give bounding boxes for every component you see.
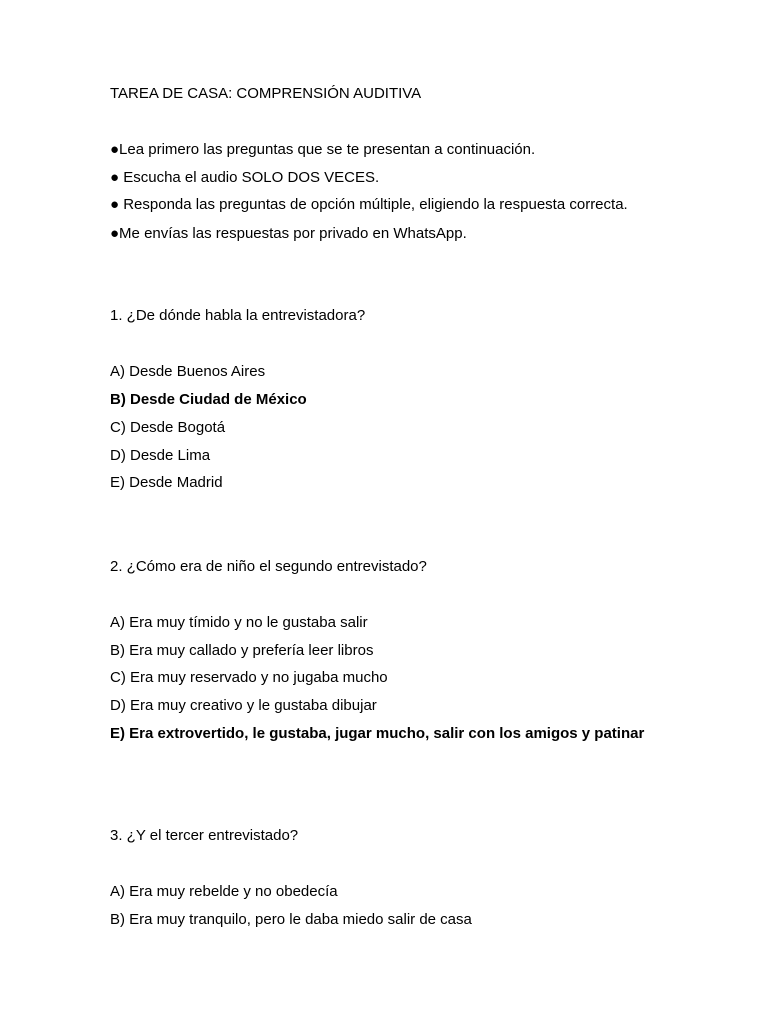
question-1-option-b-answer: B) Desde Ciudad de México <box>110 391 307 408</box>
question-3-text: 3. ¿Y el tercer entrevistado? <box>110 827 299 844</box>
question-3-option-b: B) Era muy tranquilo, pero le daba miedo salir de casa <box>110 911 472 928</box>
instruction-item: ● Escucha el audio SOLO DOS VECES. <box>110 169 380 186</box>
instruction-item: ● Responda las preguntas de opción múltiple, eligiendo la respuesta correcta. <box>110 196 628 213</box>
question-1-option-d: D) Desde Lima <box>110 447 211 464</box>
question-2-option-c: C) Era muy reservado y no jugaba mucho <box>110 669 388 686</box>
question-2-option-b: B) Era muy callado y prefería leer libros <box>110 642 374 659</box>
question-3-option-a: A) Era muy rebelde y no obedecía <box>110 883 338 900</box>
instruction-item: ●Lea primero las preguntas que se te presentan a continuación. <box>110 141 536 158</box>
instruction-item: ●Me envías las respuestas por privado en WhatsApp. <box>110 225 467 242</box>
question-1-option-e: E) Desde Madrid <box>110 474 223 491</box>
document-title: TAREA DE CASA: COMPRENSIÓN AUDITIVA <box>110 85 422 102</box>
question-2-option-d: D) Era muy creativo y le gustaba dibujar <box>110 697 377 714</box>
question-2-text: 2. ¿Cómo era de niño el segundo entrevistado? <box>110 558 427 575</box>
question-1-option-a: A) Desde Buenos Aires <box>110 363 266 380</box>
question-2-option-a: A) Era muy tímido y no le gustaba salir <box>110 614 368 631</box>
question-1-option-c: C) Desde Bogotá <box>110 419 226 436</box>
question-2-option-e-answer: E) Era extrovertido, le gustaba, jugar mucho, salir con los amigos y patinar <box>110 725 645 742</box>
question-1-text: 1. ¿De dónde habla la entrevistadora? <box>110 307 366 324</box>
